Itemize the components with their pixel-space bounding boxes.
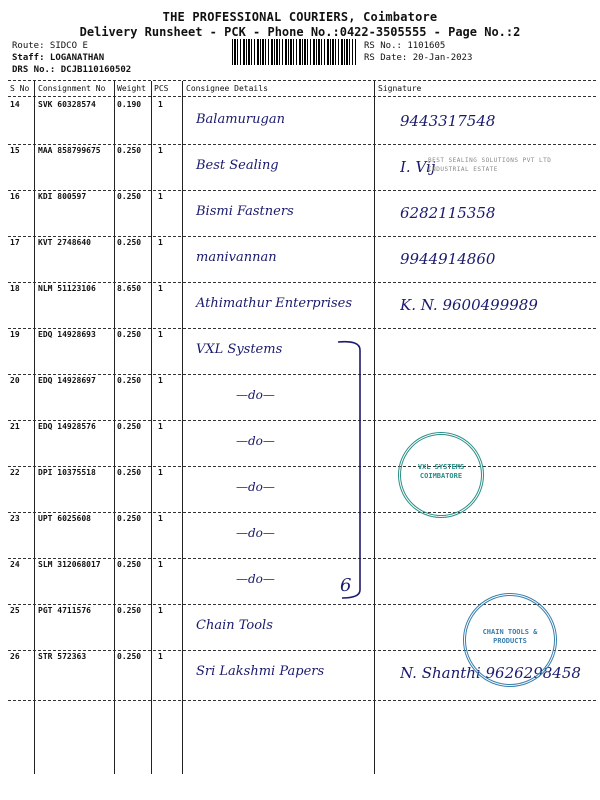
row-consignee-handwritten: Balamurugan xyxy=(196,112,285,127)
row-weight: 0.250 xyxy=(117,192,142,201)
header-top-rule xyxy=(8,80,596,81)
staff-label: Staff: LOGANATHAN xyxy=(12,53,105,63)
row-sno: 16 xyxy=(10,192,20,201)
best-sealing-stamp: BEST SEALING SOLUTIONS PVT LTD INDUSTRIAL ESTATE xyxy=(428,157,552,173)
row-sno: 19 xyxy=(10,330,20,339)
row-consignment-no: STR 572363 xyxy=(38,652,87,661)
row-weight: 0.250 xyxy=(117,422,142,431)
barcode xyxy=(232,39,356,65)
row-consignment-no: KVT 2748640 xyxy=(38,238,91,247)
row-consignment-no: EDQ 14928693 xyxy=(38,330,96,339)
row-pcs: 1 xyxy=(158,376,163,385)
row-consignment-no: SLM 312068017 xyxy=(38,560,101,569)
row-weight: 0.250 xyxy=(117,330,142,339)
row-consignee-handwritten: VXL Systems xyxy=(196,342,283,357)
row-divider xyxy=(8,558,596,559)
row-sno: 15 xyxy=(10,146,20,155)
bracket-mark xyxy=(336,336,376,604)
row-consignee-handwritten: —do— xyxy=(236,572,275,586)
bracket-count: 6 xyxy=(340,575,352,596)
row-consignment-no: SVK 60328574 xyxy=(38,100,96,109)
row-divider xyxy=(8,466,596,467)
row-divider xyxy=(8,374,596,375)
row-weight: 0.250 xyxy=(117,514,142,523)
row-sno: 18 xyxy=(10,284,20,293)
row-sno: 17 xyxy=(10,238,20,247)
chain-stamp-text: CHAIN TOOLS & PRODUCTS xyxy=(482,628,538,645)
row-consignee-handwritten: Best Sealing xyxy=(196,158,279,173)
header-bottom-rule xyxy=(8,96,596,97)
rs-number: RS No.: 1101605 xyxy=(364,41,446,51)
row-weight: 0.250 xyxy=(117,238,142,247)
row-divider xyxy=(8,282,596,283)
row-consignment-no: KDI 800597 xyxy=(38,192,87,201)
row-consignee-handwritten: —do— xyxy=(236,434,275,448)
row-pcs: 1 xyxy=(158,238,163,247)
row-pcs: 1 xyxy=(158,560,163,569)
row-signature-handwritten: 9443317548 xyxy=(400,112,496,130)
row-consignment-no: EDQ 14928697 xyxy=(38,376,96,385)
row-divider xyxy=(8,144,596,145)
row-weight: 0.250 xyxy=(117,146,142,155)
row-pcs: 1 xyxy=(158,100,163,109)
row-consignment-no: PGT 4711576 xyxy=(38,606,91,615)
row-consignee-handwritten: —do— xyxy=(236,480,275,494)
row-pcs: 1 xyxy=(158,330,163,339)
row-sno: 21 xyxy=(10,422,20,431)
row-signature-handwritten: 9944914860 xyxy=(400,250,496,268)
runsheet-title: Delivery Runsheet - PCK - Phone No.:0422-3505555 - Page No.:2 xyxy=(79,25,521,39)
row-signature-handwritten: N. Shanthi 9626298458 xyxy=(400,664,581,682)
row-sno: 25 xyxy=(10,606,20,615)
row-divider xyxy=(8,700,596,701)
row-pcs: 1 xyxy=(158,514,163,523)
row-pcs: 1 xyxy=(158,284,163,293)
col-consignee: Consignee Details xyxy=(186,84,268,93)
row-sno: 23 xyxy=(10,514,20,523)
row-pcs: 1 xyxy=(158,652,163,661)
col-divider xyxy=(34,81,35,774)
col-consignment: Consignment No xyxy=(38,84,106,93)
row-weight: 0.250 xyxy=(117,652,142,661)
row-pcs: 1 xyxy=(158,192,163,201)
row-weight: 0.250 xyxy=(117,606,142,615)
row-consignment-no: UPT 6025608 xyxy=(38,514,91,523)
col-sno: S No xyxy=(10,84,30,93)
row-sno: 14 xyxy=(10,100,20,109)
row-signature-handwritten: I. Vij xyxy=(400,158,436,176)
route-label: Route: SIDCO E xyxy=(12,41,88,51)
row-divider xyxy=(8,512,596,513)
row-consignee-handwritten: Chain Tools xyxy=(196,618,273,633)
row-consignee-handwritten: Athimathur Enterprises xyxy=(196,296,353,311)
row-pcs: 1 xyxy=(158,606,163,615)
col-pcs: PCS xyxy=(154,84,169,93)
row-weight: 0.250 xyxy=(117,376,142,385)
row-weight: 0.250 xyxy=(117,560,142,569)
row-sno: 20 xyxy=(10,376,20,385)
chain-tools-stamp xyxy=(463,593,557,687)
col-divider xyxy=(151,81,152,774)
row-weight: 8.650 xyxy=(117,284,142,293)
row-consignment-no: MAA 858799675 xyxy=(38,146,101,155)
row-weight: 0.190 xyxy=(117,100,142,109)
row-pcs: 1 xyxy=(158,468,163,477)
col-divider xyxy=(182,81,183,774)
row-pcs: 1 xyxy=(158,146,163,155)
row-weight: 0.250 xyxy=(117,468,142,477)
row-divider xyxy=(8,420,596,421)
col-weight: Weight xyxy=(117,84,146,93)
row-consignment-no: DPI 10375518 xyxy=(38,468,96,477)
row-consignee-handwritten: —do— xyxy=(236,388,275,402)
col-signature: Signature xyxy=(378,84,422,93)
vxl-systems-stamp xyxy=(398,432,484,518)
row-sno: 26 xyxy=(10,652,20,661)
row-signature-handwritten: 6282115358 xyxy=(400,204,496,222)
row-signature-handwritten: K. N. 9600499989 xyxy=(400,296,538,314)
row-sno: 22 xyxy=(10,468,20,477)
row-sno: 24 xyxy=(10,560,20,569)
vxl-stamp-text: VXL SYSTEMS COIMBATORE xyxy=(417,463,465,480)
drs-number: DRS No.: DCJB110160502 xyxy=(12,65,132,75)
company-title: THE PROFESSIONAL COURIERS, Coimbatore xyxy=(162,10,438,24)
row-consignment-no: EDQ 14928576 xyxy=(38,422,96,431)
row-divider xyxy=(8,190,596,191)
col-divider xyxy=(114,81,115,774)
row-consignment-no: NLM 51123106 xyxy=(38,284,96,293)
row-consignee-handwritten: Sri Lakshmi Papers xyxy=(196,664,325,679)
row-consignee-handwritten: manivannan xyxy=(196,250,277,265)
row-consignee-handwritten: —do— xyxy=(236,526,275,540)
rs-date: RS Date: 20-Jan-2023 xyxy=(364,53,473,63)
row-pcs: 1 xyxy=(158,422,163,431)
row-divider xyxy=(8,328,596,329)
row-consignee-handwritten: Bismi Fastners xyxy=(196,204,294,219)
row-divider xyxy=(8,236,596,237)
